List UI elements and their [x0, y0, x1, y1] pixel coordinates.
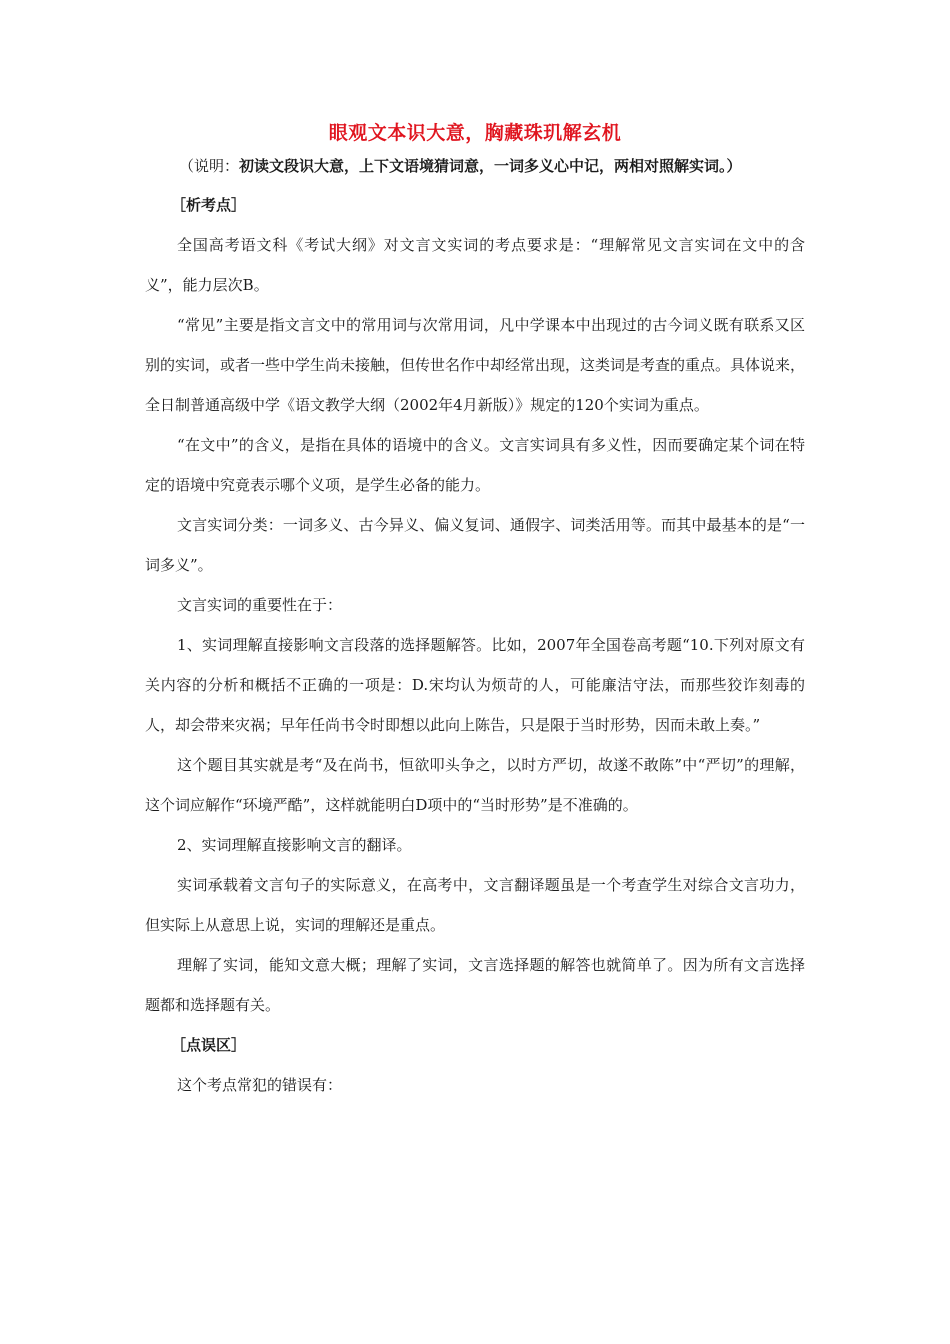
paragraph-8: 2、实词理解直接影响文言的翻译。 [177, 836, 412, 854]
note-body: 初读文段识大意，上下文语境猜词意，一词多义心中记，两相对照解实词。） [239, 157, 742, 175]
section-heading-mistakes: ［点误区］ [171, 1036, 247, 1054]
paragraph-10: 理解了实词，能知文意大概；理解了实词，文言选择题的解答也就简单了。因为所有文言选择题都和选择题有关。 [145, 956, 805, 1014]
paragraph-3: “在文中”的含义，是指在具体的语境中的含义。文言实词具有多义性，因而要确定某个词在特定的语境中究竟表示哪个义项，是学生必备的能力。 [145, 436, 805, 494]
paragraph-1: 全国高考语文科《考试大纲》对文言文实词的考点要求是：“理解常见文言实词在文中的含义”，能力层次B。 [145, 236, 805, 294]
note-open: （说明： [179, 157, 240, 175]
paragraph-11: 这个考点常犯的错误有： [177, 1076, 343, 1094]
paragraph-6: 1、实词理解直接影响文言段落的选择题解答。比如，2007年全国卷高考题“10.下列对原文有关内容的分析和概括不正确的一项是：D.宋均认为烦苛的人，可能廉洁守法，而那些狡诈刻毒的人，却会带来灾祸；早年任尚书令时即想以此向上陈告，只是限于当时形势，因而未敢上奏。” [145, 636, 805, 734]
paragraph-9: 实词承载着文言句子的实际意义，在高考中，文言翻译题虽是一个考查学生对综合文言功力，但实际上从意思上说，实词的理解还是重点。 [145, 876, 805, 934]
document-page [145, 118, 805, 1105]
section-heading-analysis: ［析考点］ [171, 196, 247, 214]
document-title: 眼观文本识大意，胸藏珠玑解玄机 [328, 122, 622, 144]
paragraph-2: “常见”主要是指文言文中的常用词与次常用词，凡中学课本中出现过的古今词义既有联系又区别的实词，或者一些中学生尚未接触，但传世名作中却经常出现，这类词是考查的重点。具体说来，全日制普通高级中学《语文教学大纲（2002年4月新版）》规定的120个实词为重点。 [145, 316, 806, 414]
paragraph-7: 这个题目其实就是考“及在尚书，恒欲叩头争之，以时方严切，故遂不敢陈”中“严切”的理解，这个词应解作“环境严酷”，这样就能明白D项中的“当时形势”是不准确的。 [145, 756, 805, 814]
document-note [145, 148, 805, 185]
paragraph-4: 文言实词分类：一词多义、古今异义、偏义复词、通假字、词类活用等。而其中最基本的是“一词多义”。 [145, 516, 805, 574]
paragraph-5: 文言实词的重要性在于： [177, 596, 343, 614]
